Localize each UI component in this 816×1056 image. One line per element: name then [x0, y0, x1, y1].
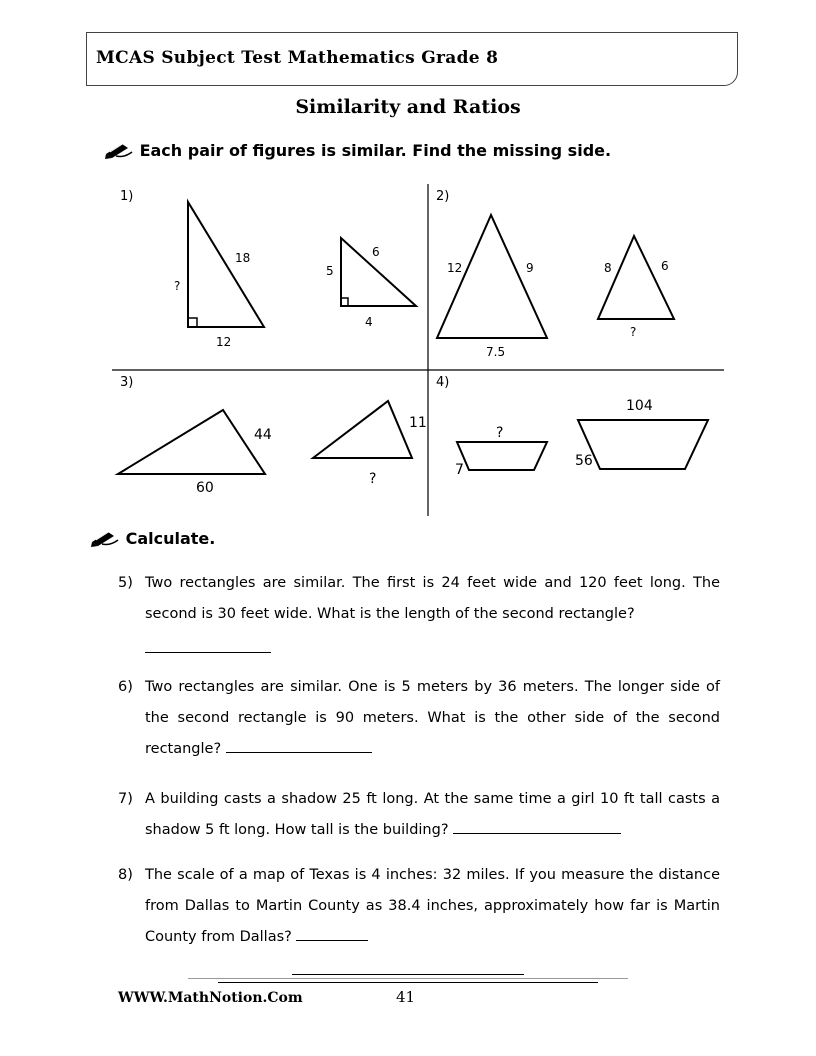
- p2-right-left-label: 8: [604, 261, 612, 275]
- page-title: Similarity and Ratios: [295, 96, 521, 118]
- p1-right-right-angle: [341, 298, 348, 306]
- p1-left-base-label: 12: [216, 335, 232, 349]
- answer-5-blank[interactable]: [145, 638, 271, 653]
- question-8-number: 8): [118, 867, 133, 883]
- problem-4-label: 4): [436, 375, 450, 390]
- p4-right-side-label: 56: [575, 453, 593, 469]
- question-5-number: 5): [118, 575, 133, 591]
- page-number: 41: [396, 988, 416, 1006]
- answer-6-blank[interactable]: [226, 738, 372, 753]
- question-5: [118, 568, 720, 665]
- p1-right-side-label: 5: [326, 264, 334, 278]
- pencil-icon: [90, 528, 120, 548]
- answer-8-blank[interactable]: [296, 926, 368, 941]
- footer-rule-1: [188, 978, 628, 979]
- p2-right-triangle: [598, 236, 674, 319]
- problem-3-label: 3): [120, 375, 134, 390]
- question-7-text: A building casts a shadow 25 ft long. At the same time a girl 10 ft tall casts a shadow 5 ft long. How tall is the building?: [145, 791, 720, 838]
- question-6-text: Two rectangles are similar. One is 5 meters by 36 meters. The longer side of the second rectangle is 90 meters. What is the other side of the second rectangle?: [145, 679, 720, 757]
- pencil-icon: [104, 140, 134, 160]
- instruction-1-text: Each pair of figures is similar. Find the missing side.: [139, 141, 612, 160]
- p1-left-side-label: ?: [174, 279, 181, 293]
- question-5-text: Two rectangles are similar. The first is 24 feet wide and 120 feet long. The second is 30 feet wide. What is the length of the second rectangle?: [145, 575, 720, 622]
- question-6: [118, 672, 720, 765]
- p2-right-right-label: 6: [661, 259, 669, 273]
- p1-right-hyp-label: 6: [372, 245, 380, 259]
- instruction-2: [90, 528, 215, 548]
- problem-2-label: 2): [436, 189, 450, 204]
- p4-left-top-label: ?: [496, 425, 504, 441]
- question-7: [118, 784, 720, 846]
- figures-panel: [0, 180, 816, 520]
- p1-right-base-label: 4: [365, 315, 373, 329]
- p1-left-triangle: [188, 202, 264, 327]
- p3-left-base-label: 60: [196, 480, 214, 496]
- p3-right-side-label: 11: [409, 415, 427, 431]
- p3-right-triangle: [313, 401, 412, 458]
- p1-left-right-angle: [188, 318, 197, 327]
- p1-left-hyp-label: 18: [235, 251, 251, 265]
- p4-right-top-label: 104: [626, 398, 653, 414]
- problem-1-label: 1): [120, 189, 134, 204]
- p4-right-trapezoid: [578, 420, 708, 469]
- footer-site: WWW.MathNotion.Com: [118, 990, 303, 1006]
- p2-left-right-label: 9: [526, 261, 534, 275]
- footer-rule-2: [218, 982, 598, 983]
- instruction-1: [104, 140, 611, 160]
- p2-left-triangle: [437, 215, 547, 338]
- instruction-2-text: Calculate.: [125, 529, 216, 548]
- p3-left-triangle: [118, 410, 265, 474]
- question-8: [118, 860, 720, 953]
- header-title: MCAS Subject Test Mathematics Grade 8: [96, 48, 499, 68]
- question-7-number: 7): [118, 791, 133, 807]
- p4-left-side-label: 7: [455, 462, 464, 478]
- p3-right-base-label: ?: [369, 471, 377, 487]
- p4-left-trapezoid: [457, 442, 547, 470]
- answer-7-blank[interactable]: [453, 819, 621, 834]
- p2-right-base-label: ?: [630, 325, 637, 339]
- p2-left-left-label: 12: [447, 261, 463, 275]
- question-8-text: The scale of a map of Texas is 4 inches: 32 miles. If you measure the distance from Dallas to Martin County as 38.4 inches, approximately how far is Martin County from Dallas?: [145, 867, 720, 945]
- p2-left-base-label: 7.5: [486, 345, 506, 359]
- p3-left-side-label: 44: [254, 427, 272, 443]
- footer-rule-3: [292, 974, 524, 975]
- question-6-number: 6): [118, 679, 133, 695]
